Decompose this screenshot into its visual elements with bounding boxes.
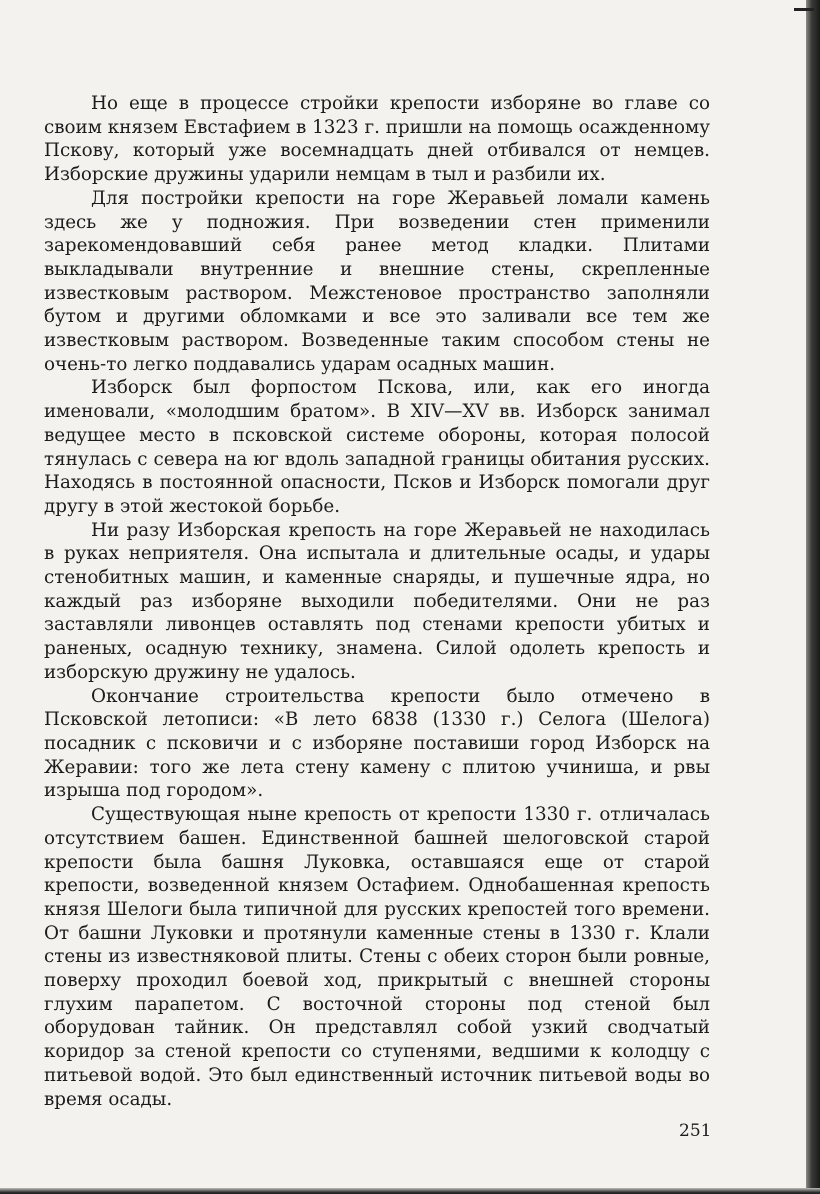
- paragraph-2: Для постройки крепости на горе Жеравьей ломали камень здесь же у подножия. При возведении стен применили зарекомендовавший себя ранее метод кладки. Плитами выкладывали внутренние и внешние стены, скрепленные известковым раствором. Межстеновое пространство заполняли бутом и другими обломками и все это заливали все тем же известковым раствором. Возведенные таким способом стены не очень-то легко поддавались ударам осадных машин.: [44, 187, 710, 375]
- paragraph-3: Изборск был форпостом Пскова, или, как его иногда именовали, «молодшим братом». В XIV—XV вв. Изборск занимал ведущее место в псковской системе обороны, которая полосой тянулась с севера на юг вдоль западной границы обитания русских. Находясь в постоянной опасности, Псков и Изборск помогали друг другу в этой жестокой борьбе.: [44, 377, 710, 517]
- paragraph-5: Окончание строительства крепости было отмечено в Псковской летописи: «В лето 6838 (1330 г.) Селога (Шелога) посадник с псковичи и с изборяне поставиши город Изборск на Жеравии: того же лета стену камену с плитою учиниша, и рвы изрыша под городом».: [44, 685, 710, 802]
- body-text: [44, 92, 710, 1111]
- binding-corner-mark: [794, 8, 814, 11]
- paragraph-4: Ни разу Изборская крепость на горе Жеравьей не находилась в руках неприятеля. Она испытала и длительные осады, и удары стенобитных машин, и каменные снаряды, и пушечные ядра, но каждый раз изборяне выходили победителями. Они не раз заставляли ливонцев оставлять под стенами крепости убитых и раненых, осадную технику, знамена. Силой одолеть крепость и изборскую дружину не удалось.: [44, 519, 710, 683]
- paragraph-1: Но еще в процессе стройки крепости изборяне во главе со своим князем Евстафием в 1323 г. пришли на помощь осажденному Пскову, который уже восемнадцать дней отбивался от немцев. Изборские дружины ударили немцам в тыл и разбили их.: [44, 93, 710, 186]
- page-number: 251: [679, 1121, 712, 1141]
- paragraph-6: Существующая ныне крепость от крепости 1330 г. отличалась отсутствием башен. Единственной башней шелоговской старой крепости была башня Луковка, оставшаяся еще от старой крепости, возведенной князем Остафием. Однобашенная крепость князя Шелоги была типичной для русских крепостей того времени. От башни Луковки и протянули каменные стены в 1330 г. Клали стены из известняковой плиты. Стены с обеих сторон были ровные, поверху проходил боевой ход, прикрытый с внешней стороны глухим парапетом. С восточной стороны под стеной был оборудован тайник. Он представлял собой узкий сводчатый коридор за стеной крепости со ступенями, ведшими к колодцу с питьевой водой. Это был единственный источник питьевой воды во время осады.: [44, 804, 710, 1110]
- page-bottom-edge: [0, 1188, 820, 1194]
- book-binding-edge: [806, 0, 820, 1194]
